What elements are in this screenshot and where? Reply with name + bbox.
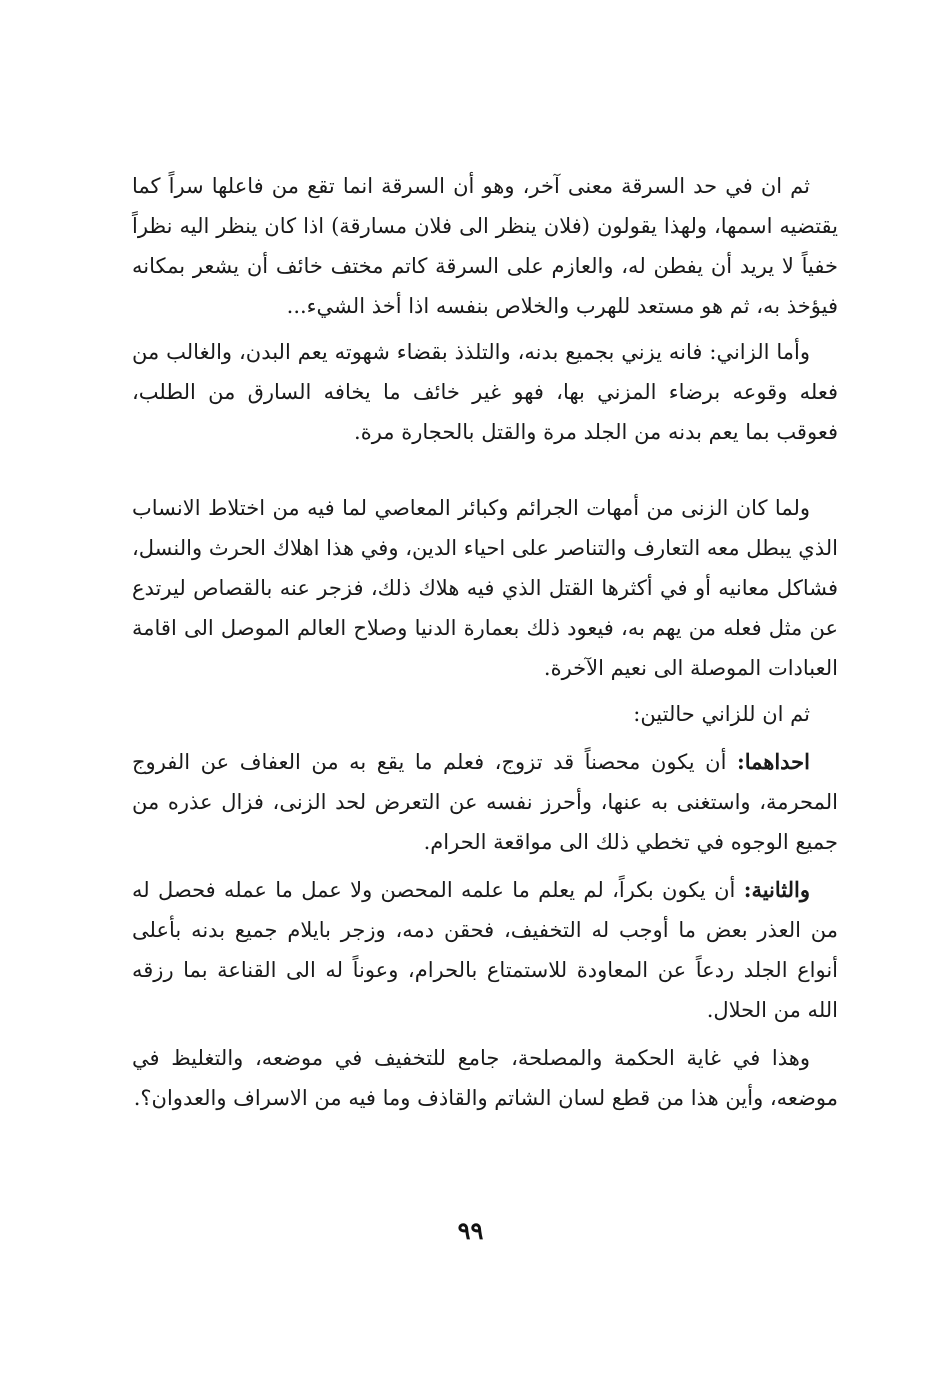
paragraph-text: ثم ان للزاني حالتين: (633, 702, 810, 726)
paragraph-lead: احداهما: (736, 749, 810, 774)
paragraph-first-state (132, 742, 838, 862)
paragraph-theft-secrecy (132, 166, 838, 326)
paragraph-text: وهذا في غاية الحكمة والمصلحة، جامع للتخفيف في موضعه، والتغليظ في موضعه، وأين هذا من قطع لسان الشاتم والقاذف وما فيه من الاسراف والعدوان؟. (132, 1046, 838, 1110)
page-number: ٩٩ (457, 1216, 484, 1245)
paragraph-wisdom (132, 1038, 838, 1118)
paragraph-text: ولما كان الزنى من أمهات الجرائم وكبائر المعاصي لما فيه من اختلاط الانساب الذي يبطل معه التعارف والتناصر على احياء الدين، وفي هذا اهلاك الحرث والنسل، فشاكل معانيه أو في أكثرها القتل الذي فيه هلاك ذلك، فزجر عنه بالقصاص ليرتدع عن مثل فعله من يهم به، فيعود ذلك بعمارة الدنيا وصلاح العالم الموصل الى اقامة العبادات الموصلة الى نعيم الآخرة. (132, 496, 838, 680)
paragraph-two-states (132, 694, 838, 734)
paragraph-lead: والثانية: (743, 877, 810, 902)
paragraph-major-crimes (132, 488, 838, 688)
paragraph-second-state (132, 870, 838, 1030)
paragraph-adulterer (132, 332, 838, 452)
body-text (132, 166, 838, 1118)
paragraph-text: أن يكون بكراً، لم يعلم ما علمه المحصن ولا عمل ما عمله فحصل له من العذر بعض ما أوجب له التخفيف، فحقن دمه، وزجر بايلام جميع بدنه بأعلى أنواع الجلد ردعاً عن المعاودة للاستمتاع بالحرام، وعوناً له الى القناعة بما رزقه الله من الحلال. (132, 878, 838, 1022)
paragraph-text: أن يكون محصناً قد تزوج، فعلم ما يقع به من العفاف عن الفروج المحرمة، واستغنى به عنها، وأحرز نفسه عن التعرض لحد الزنى، فزال عذره من جميع الوجوه في تخطي ذلك الى مواقعة الحرام. (132, 750, 838, 854)
paragraph-text: وأما الزاني: فانه يزني بجميع بدنه، والتلذذ بقضاء شهوته يعم البدن، والغالب من فعله وقوعه برضاء المزني بها، فهو غير خائف ما يخافه السارق من الطلب، فعوقب بما يعم بدنه من الجلد مرة والقتل بالحجارة مرة. (132, 340, 838, 444)
paragraph-text: ثم ان في حد السرقة معنى آخر، وهو أن السرقة انما تقع من فاعلها سراً كما يقتضيه اسمها، ولهذا يقولون (فلان ينظر الى فلان مسارقة) اذا كان ينظر اليه نظراً خفياً لا يريد أن يفطن له، والعازم على السرقة كاتم مختف خائف أن يشعر بمكانه فيؤخذ به، ثم هو مستعد للهرب والخلاص بنفسه اذا أخذ الشيء... (132, 174, 838, 318)
